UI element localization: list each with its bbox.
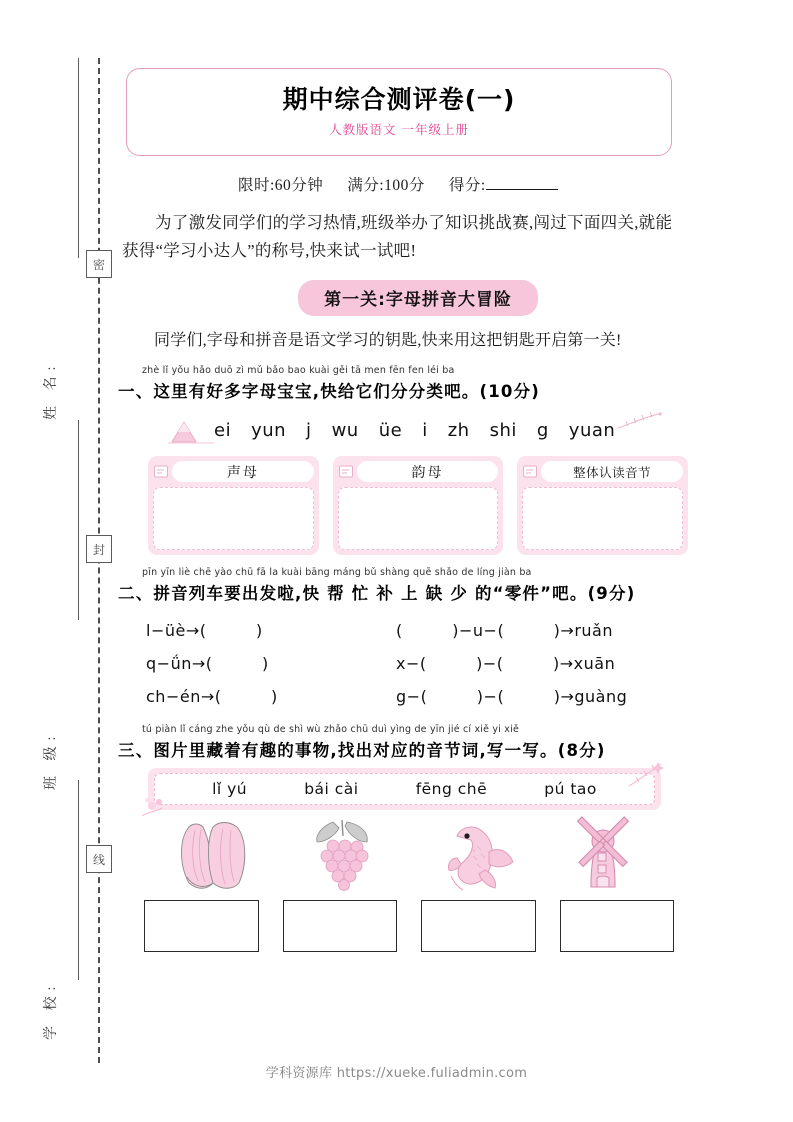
pinyin-row (146, 613, 676, 646)
question-2-pinyin: pīn yīn liè chē yào chū fā la kuài bāng máng bǔ shàng quē shǎo de líng jiàn ba (142, 567, 532, 579)
category-label: 声母 (172, 461, 314, 482)
letter-item[interactable]: yun (251, 419, 287, 441)
category-head (522, 461, 683, 482)
category-head (153, 461, 314, 482)
letter-item[interactable]: zh (447, 419, 470, 441)
picture-cell (538, 814, 668, 896)
question-3-pinyin: tú piàn lǐ cáng zhe yǒu qù de shì wù zhǎo chū duì yìng de yīn jié cí xiě yi xiě (142, 724, 519, 736)
word-bank-item[interactable]: fēng chē (415, 780, 488, 799)
category-box-shengmu (148, 456, 319, 555)
letter-strip (168, 410, 658, 450)
score-blank-line[interactable] (486, 174, 558, 190)
pinyin-item-right[interactable]: ( )−u−( )→ruǎn (396, 621, 613, 641)
pinyin-exercise-rows (146, 613, 676, 712)
question-1-title: 一、这里有好多字母宝宝,快给它们分分类吧。(10分) (118, 382, 541, 402)
category-box-zhengti (517, 456, 688, 555)
writing-grid-row (144, 900, 674, 952)
category-answer-area[interactable] (522, 487, 683, 550)
level-intro-paragraph: 同学们,字母和拼音是语文学习的钥匙,快来用这把钥匙开启第一关! (154, 331, 622, 349)
category-box-row (148, 456, 688, 555)
level-banner: 第一关:字母拼音大冒险 (298, 280, 538, 316)
letter-item[interactable]: yuan (568, 419, 616, 441)
sparkle-branch-decoration-icon (625, 760, 665, 794)
pinyin-row (146, 646, 676, 679)
question-2-title: 二、拼音列车要出发啦,快 帮 忙 补 上 缺 少 的“零件”吧。(9分) (118, 584, 636, 604)
letter-item[interactable]: üe (378, 419, 403, 441)
letter-item[interactable]: wu (331, 419, 359, 441)
footer-brand: 学科资源库 (265, 1066, 333, 1081)
seal-char-mi: 密 (86, 250, 112, 278)
sealing-margin (0, 0, 118, 1122)
category-box-yunmu (333, 456, 504, 555)
score-field (449, 173, 558, 195)
letter-item[interactable]: ei (214, 419, 232, 441)
seal-char-xian: 线 (86, 845, 112, 873)
exam-meta-line (238, 173, 718, 195)
picture-row (148, 814, 668, 896)
category-head (338, 461, 499, 482)
word-bank (148, 768, 661, 810)
picture-cell (408, 814, 538, 896)
page-subtitle: 人教版语文 一年级上册 (329, 122, 469, 138)
writing-grid[interactable] (144, 900, 259, 952)
field-label-school: 学 校: (44, 980, 59, 1040)
writing-grid[interactable] (283, 900, 398, 952)
writing-grid[interactable] (421, 900, 536, 952)
category-label: 整体认读音节 (541, 461, 683, 482)
exam-page-body (118, 0, 718, 952)
word-bank-item[interactable]: bái cài (304, 780, 359, 799)
windmill-image (561, 815, 645, 895)
footer-watermark (0, 1062, 793, 1081)
pinyin-item-left[interactable]: ch−én→( ) (146, 687, 278, 707)
word-bank-item[interactable]: pú tao (544, 780, 597, 799)
category-label: 韵母 (357, 461, 499, 482)
cabbage-image (167, 817, 259, 893)
picture-cell (148, 814, 278, 896)
title-panel (126, 68, 672, 156)
word-bank-item[interactable]: lǐ yú (212, 780, 248, 799)
tag-card-icon (338, 464, 355, 479)
word-bank-inner (154, 773, 655, 805)
question-3-title: 三、图片里藏着有趣的事物,找出对应的音节词,写一写。(8分) (118, 741, 606, 761)
field-label-class: 班 级: (44, 730, 59, 790)
full-score-label: 满分:100分 (347, 177, 425, 194)
pinyin-item-right[interactable]: g−( )−( )→guàng (396, 687, 628, 707)
grapes-image (303, 816, 383, 894)
letter-item[interactable]: g (536, 419, 549, 441)
pinyin-item-left[interactable]: l−üè→( ) (146, 621, 263, 641)
writing-grid[interactable] (560, 900, 675, 952)
pinyin-item-left[interactable]: q−ǘn→( ) (146, 654, 269, 674)
letter-item[interactable]: shi (489, 419, 517, 441)
score-label: 得分: (448, 177, 486, 194)
sealing-solid-segment (78, 58, 79, 258)
category-answer-area[interactable] (338, 487, 499, 550)
pinyin-item-right[interactable]: x−( )−( )→xuān (396, 654, 616, 674)
field-label-name: 姓 名: (44, 360, 59, 420)
mountain-decoration-icon (168, 418, 214, 444)
tag-card-icon (153, 464, 170, 479)
sealing-solid-segment (78, 780, 79, 980)
letter-item[interactable]: j (306, 419, 312, 441)
page-title: 期中综合测评卷(一) (282, 84, 516, 114)
sealing-solid-segment (78, 420, 79, 620)
tag-card-icon (522, 464, 539, 479)
footer-url[interactable]: https://xueke.fuliadmin.com (336, 1066, 528, 1081)
picture-cell (278, 814, 408, 896)
question-1-pinyin: zhè lǐ yǒu hǎo duō zì mǔ bǎo bao kuài gěi tā men fēn fen léi ba (142, 365, 455, 377)
category-answer-area[interactable] (153, 487, 314, 550)
seal-char-feng: 封 (86, 535, 112, 563)
time-limit-label: 限时:60分钟 (238, 177, 324, 194)
branch-decoration-icon (616, 410, 664, 432)
level-banner-wrap (118, 280, 718, 316)
letter-item[interactable]: i (422, 419, 428, 441)
flower-decoration-icon (140, 788, 174, 818)
fish-image (427, 818, 519, 892)
question-2 (118, 567, 688, 712)
intro-paragraph: 为了激发同学们的学习热情,班级举办了知识挑战赛,闯过下面四关,就能获得“学习小达人”的称号,快来试一试吧! (122, 213, 673, 261)
pinyin-row (146, 679, 676, 712)
question-1 (118, 365, 688, 555)
question-3 (118, 724, 688, 952)
